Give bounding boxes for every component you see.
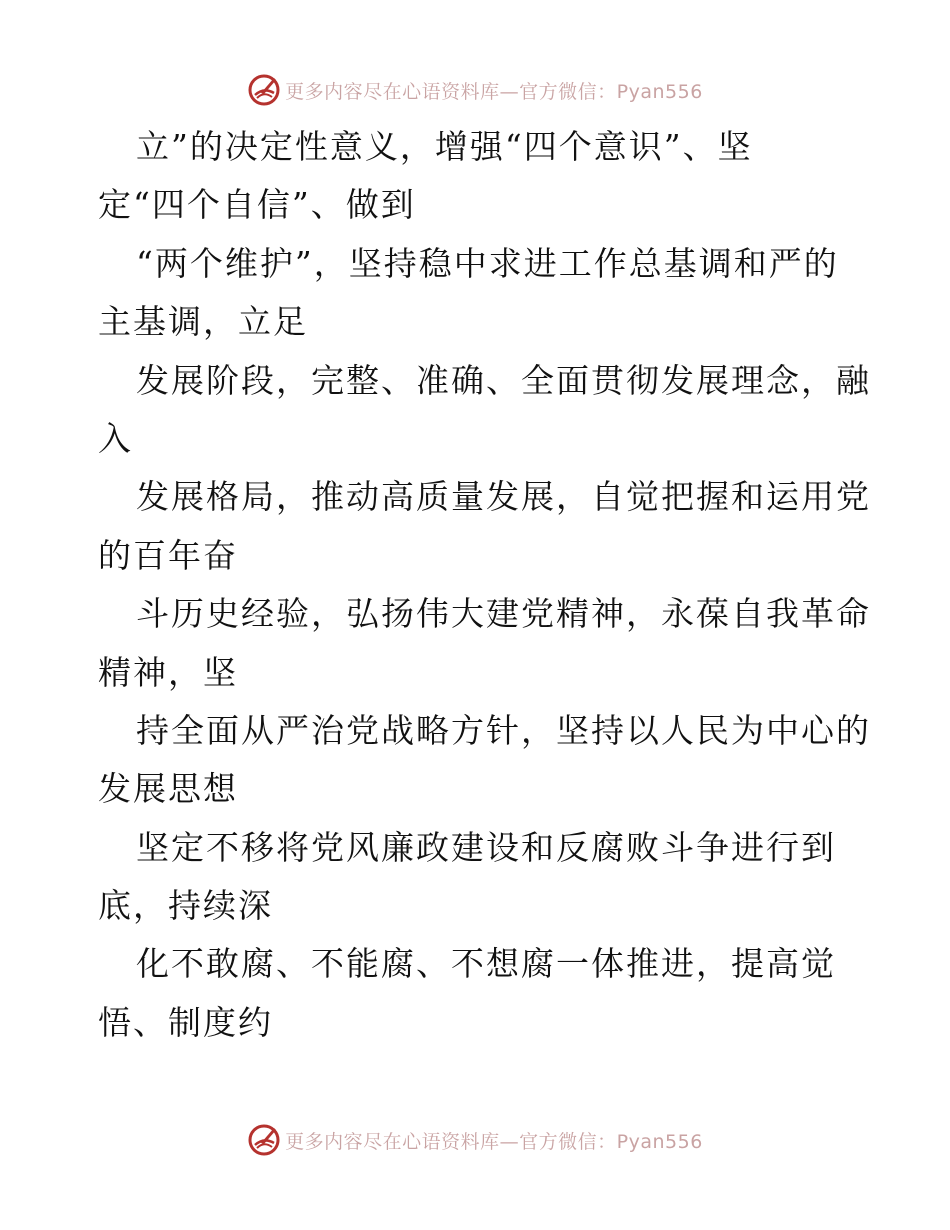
footer-watermark <box>0 1120 950 1160</box>
text-line: 持全面从严治党战略方针，坚持以人民为中心的 <box>136 710 871 750</box>
text-line: “两个维护”，坚持稳中求进工作总基调和严的 <box>136 243 839 283</box>
watermark-text: 更多内容尽在心语资料库—官方微信：Pyan556 <box>285 1130 703 1153</box>
document-body <box>98 118 871 1052</box>
text-line: 入 <box>98 418 133 458</box>
text-line: 悟、制度约 <box>98 1002 273 1042</box>
book-quill-logo-icon <box>247 1123 281 1157</box>
text-line: 的百年奋 <box>98 535 238 575</box>
book-quill-logo-icon <box>247 73 281 107</box>
watermark-text: 更多内容尽在心语资料库—官方微信：Pyan556 <box>285 80 703 103</box>
text-line: 底，持续深 <box>98 886 273 926</box>
text-line: 坚定不移将党风廉政建设和反腐败斗争进行到 <box>136 827 836 867</box>
text-line: 立”的决定性意义，增强“四个意识”、坚 <box>136 127 753 166</box>
text-line: 斗历史经验，弘扬伟大建党精神，永葆自我革命 <box>136 594 871 634</box>
text-line: 化不敢腐、不能腐、不想腐一体推进，提高觉 <box>136 944 836 984</box>
text-line: 发展阶段，完整、准确、全面贯彻发展理念，融 <box>136 360 871 400</box>
text-line: 精神，坚 <box>98 652 238 692</box>
text-line: 定“四个自信”、做到 <box>98 185 416 225</box>
header-watermark <box>0 70 950 110</box>
text-line: 发展思想 <box>98 769 238 809</box>
text-line: 主基调，立足 <box>98 302 308 342</box>
text-line: 发展格局，推动高质量发展，自觉把握和运用党 <box>136 477 871 517</box>
